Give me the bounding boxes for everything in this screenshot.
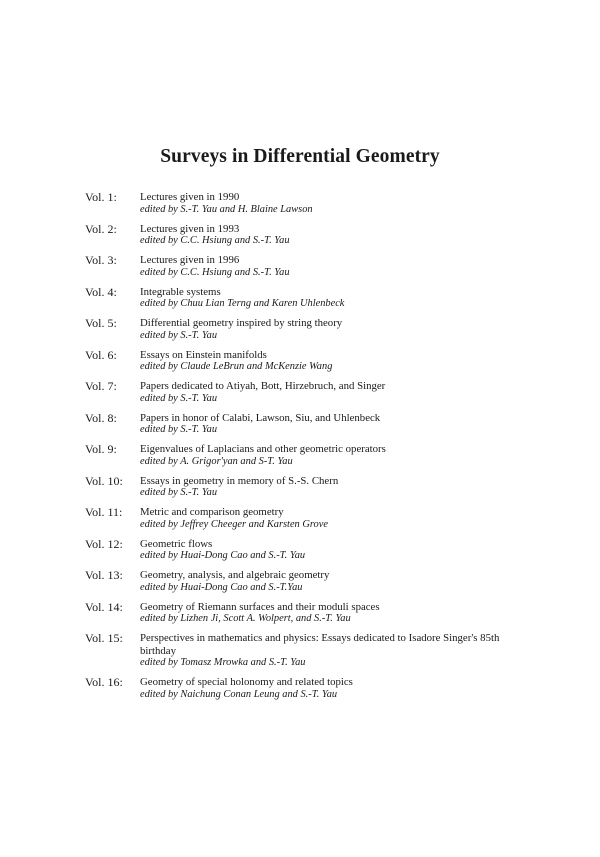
volume-label: Vol. 8:: [85, 410, 117, 425]
volume-label: Vol. 11:: [85, 505, 123, 519]
volume-entry: [85, 191, 525, 216]
volume-editors: edited by Huai-Dong Cao and S.-T.Yau: [140, 581, 303, 593]
volume-subject: Lectures given in 1993: [140, 222, 240, 235]
volume-entry: [85, 475, 525, 500]
volume-list: [85, 191, 525, 708]
volume-subject: Geometry, analysis, and algebraic geometry: [140, 569, 330, 581]
volume-subject: Geometric flows: [140, 537, 213, 550]
volume-label: Vol. 13:: [85, 568, 123, 582]
volume-editors: edited by C.C. Hsiung and S.-T. Yau: [140, 235, 290, 246]
volume-label: Vol. 16:: [85, 675, 123, 689]
volume-entry: [85, 676, 525, 701]
volume-entry: [85, 632, 525, 670]
volume-editors: edited by Chuu Lian Terng and Karen Uhlenbeck: [140, 298, 345, 309]
volume-subject: Differential geometry inspired by string theory: [140, 317, 343, 329]
volume-editors: edited by S.-T. Yau: [140, 392, 218, 404]
volume-subject: Eigenvalues of Laplacians and other geometric operators: [140, 443, 386, 455]
volume-subject: Lectures given in 1996: [140, 254, 240, 266]
volume-entry: [85, 254, 525, 279]
volume-entry: [85, 317, 525, 342]
volume-entry: [85, 380, 525, 405]
volume-entry: [85, 223, 525, 248]
volume-label: Vol. 5:: [85, 316, 117, 330]
volume-label: Vol. 2:: [85, 221, 117, 236]
volume-editors: edited by C.C. Hsiung and S.-T. Yau: [140, 266, 290, 278]
volume-subject: Lectures given in 1990: [140, 191, 240, 203]
volume-entry: [85, 506, 525, 531]
volume-editors: edited by Tomasz Mrowka and S.-T. Yau: [140, 657, 306, 668]
page-title: Surveys in Differential Geometry: [160, 146, 440, 167]
volume-editors: edited by S.-T. Yau: [140, 487, 218, 498]
volume-entry: [85, 412, 525, 437]
volume-editors: edited by S.-T. Yau: [140, 424, 218, 435]
volume-subject: Papers dedicated to Atiyah, Bott, Hirzebruch, and Singer: [140, 380, 386, 392]
volume-editors: edited by Naichung Conan Leung and S.-T. Yau: [140, 688, 338, 700]
volume-editors: edited by Jeffrey Cheeger and Karsten Grove: [140, 518, 328, 530]
volume-editors: edited by Lizhen Ji, Scott A. Wolpert, and S.-T. Yau: [140, 613, 351, 624]
volume-label: Vol. 12:: [85, 536, 123, 551]
volume-label: Vol. 9:: [85, 442, 117, 456]
volume-label: Vol. 3:: [85, 253, 117, 267]
volume-subject: Geometry of Riemann surfaces and their moduli spaces: [140, 600, 380, 613]
volume-subject: Essays in geometry in memory of S.-S. Chern: [140, 474, 339, 487]
volume-label: Vol. 14:: [85, 599, 123, 614]
volume-entry: [85, 443, 525, 468]
volume-subject: Essays on Einstein manifolds: [140, 348, 267, 361]
volume-label: Vol. 4:: [85, 284, 117, 299]
volume-label: Vol. 6:: [85, 347, 117, 362]
volume-editors: edited by A. Grigor'yan and S-T. Yau: [140, 455, 293, 467]
volume-editors: edited by Huai-Dong Cao and S.-T. Yau: [140, 550, 306, 561]
volume-entry: [85, 569, 525, 594]
volume-editors: edited by S.-T. Yau: [140, 329, 218, 341]
volume-subject: Metric and comparison geometry: [140, 506, 284, 518]
volume-label: Vol. 7:: [85, 379, 117, 393]
volume-entry: [85, 601, 525, 626]
volume-subject: Integrable systems: [140, 285, 221, 298]
volume-label: Vol. 1:: [85, 190, 117, 204]
volume-label: Vol. 10:: [85, 473, 123, 488]
volume-editors: edited by S.-T. Yau and H. Blaine Lawson: [140, 203, 313, 215]
volume-subject: Perspectives in mathematics and physics: Essays dedicated to Isadore Singer's 85th birthday: [140, 632, 500, 657]
volume-editors: edited by Claude LeBrun and McKenzie Wang: [140, 361, 333, 372]
volume-entry: [85, 538, 525, 563]
volume-entry: [85, 286, 525, 311]
volume-subject: Papers in honor of Calabi, Lawson, Siu, and Uhlenbeck: [140, 411, 381, 424]
volume-subject: Geometry of special holonomy and related topics: [140, 676, 353, 688]
volume-entry: [85, 349, 525, 374]
volume-label: Vol. 15:: [85, 631, 123, 645]
